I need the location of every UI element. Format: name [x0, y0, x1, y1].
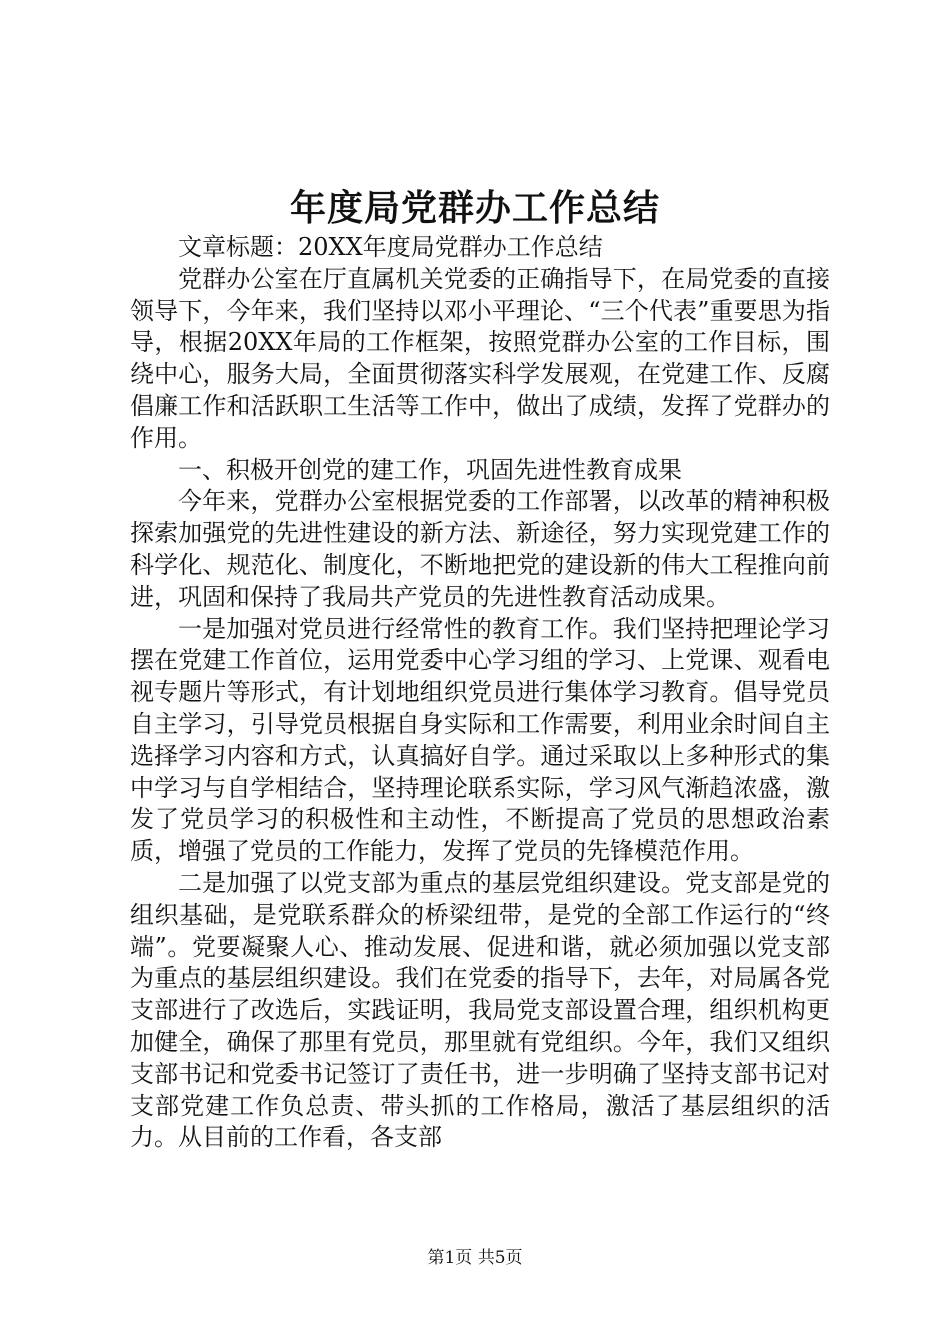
- document-title: 年度局党群办工作总结: [289, 187, 660, 229]
- document-body: [130, 232, 830, 1154]
- intro-paragraph: 党群办公室在厅直属机关党委的正确指导下，在局党委的直接领导下，今年来，我们坚持以邓小平理论、“三个代表”重要思为指导，根据20XX年局的工作框架，按照党群办公室的工作目标，围绕中心，服务大局，全面贯彻落实科学发展观，在党建工作、反腐倡廉工作和活跃职工生活等工作中，做出了成绩，发挥了党群办的作用。: [130, 264, 830, 452]
- page-number-footer: 第1页 共5页: [427, 1248, 523, 1268]
- section-heading: 一、积极开创党的建工作，巩固先进性教育成果: [178, 455, 682, 484]
- body-paragraph: 二是加强了以党支部为重点的基层党组织建设。党支部是党的组织基础，是党联系群众的桥梁纽带，是党的全部工作运行的“终端”。党要凝聚人心、推动发展、促进和谐，就必须加强以党支部为重点的基层组织建设。我们在党委的指导下，去年，对局属各党支部进行了改选后，实践证明，我局党支部设置合理，组织机构更加健全，确保了那里有党员，那里就有党组织。今年，我们又组织支部书记和党委书记签订了责任书，进一步明确了坚持支部书记对支部党建工作负总责、带头抓的工作格局，激活了基层组织的活力。从目前的工作看，各支部: [130, 868, 830, 1152]
- article-title-line: 文章标题：20XX年度局党群办工作总结: [178, 233, 603, 261]
- body-paragraph: 一是加强对党员进行经常性的教育工作。我们坚持把理论学习摆在党建工作首位，运用党委中心学习组的学习、上党课、观看电视专题片等形式，有计划地组织党员进行集体学习教育。倡导党员自主学习，引导党员根据自身实际和工作需要，利用业余时间自主选择学习内容和方式，认真搞好自学。通过采取以上多种形式的集中学习与自学相结合，坚持理论联系实际，学习风气渐趋浓盛，激发了党员学习的积极性和主动性，不断提高了党员的思想政治素质，增强了党员的工作能力，发挥了党员的先锋模范作用。: [130, 614, 830, 866]
- body-paragraph: 今年来，党群办公室根据党委的工作部署，以改革的精神积极探索加强党的先进性建设的新方法、新途径，努力实现党建工作的科学化、规范化、制度化，不断地把党的建设新的伟大工程推向前进，巩固和保持了我局共产党员的先进性教育活动成果。: [130, 487, 830, 611]
